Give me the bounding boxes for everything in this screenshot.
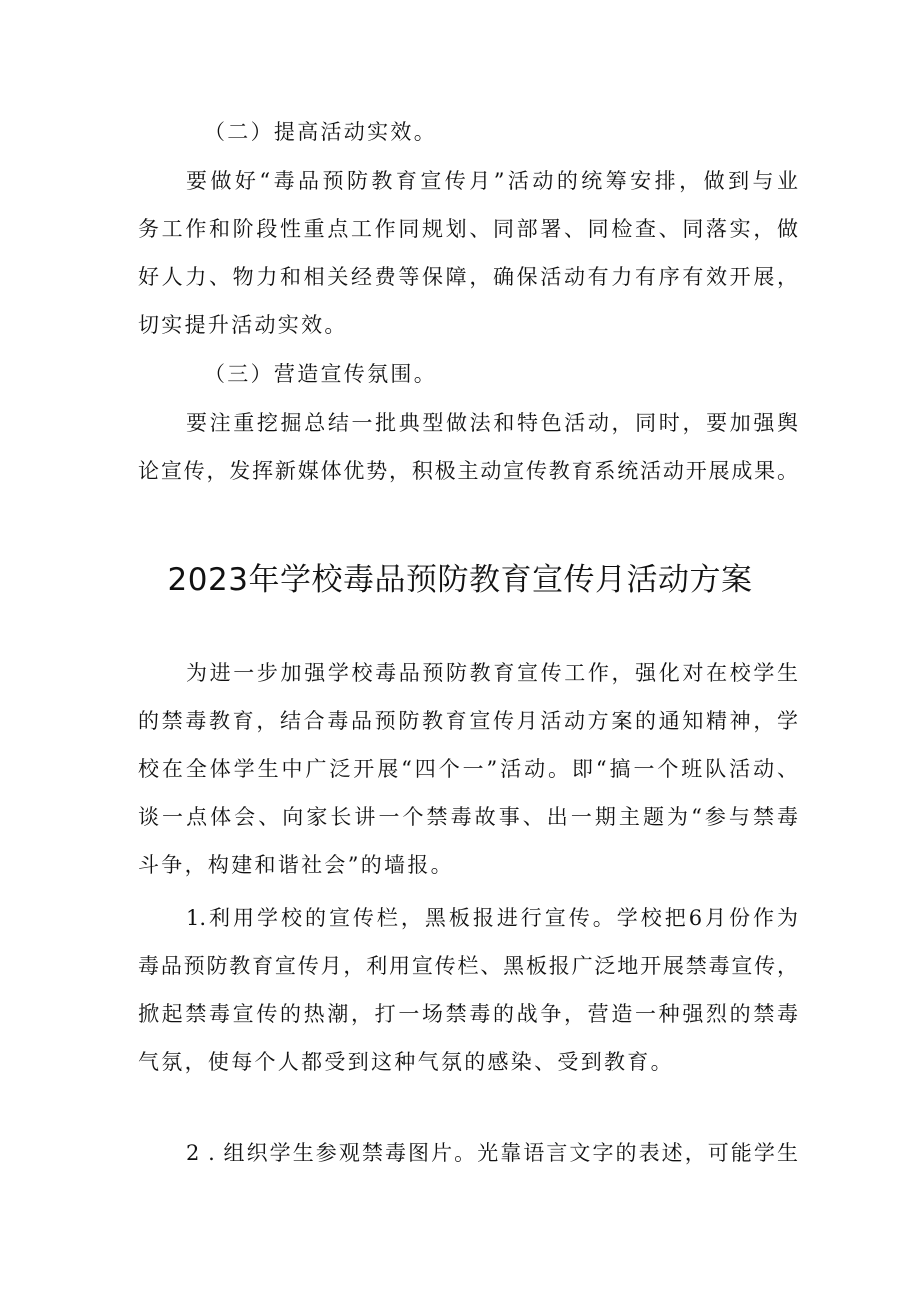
section-two-line-2: 务工作和阶段性重点工作同规划、同部署、同检查、同落实，做 [138,217,798,241]
item-two-line-1: 2 . 组织学生参观禁毒图片。光靠语言文字的表述，可能学生 [186,1141,798,1165]
item-one-line-3: 掀起禁毒宣传的热潮，打一场禁毒的战争，营造一种强烈的禁毒 [138,1002,798,1026]
section-three-line-2: 论宣传，发挥新媒体优势，积极主动宣传教育系统活动开展成果。 [138,459,798,483]
intro-line-4: 谈一点体会、向家长讲一个禁毒故事、出一期主题为“参与禁毒 [138,805,798,829]
intro-line-3: 校在全体学生中广泛开展“四个一”活动。即“搞一个班队活动、 [138,757,798,781]
section-three-line-1: 要注重挖掘总结一批典型做法和特色活动，同时，要加强舆 [186,411,798,435]
item-one-line-1: 1.利用学校的宣传栏，黑板报进行宣传。学校把6月份作为 [186,906,798,930]
intro-line-2: 的禁毒教育，结合毒品预防教育宣传月活动方案的通知精神，学 [138,709,798,733]
section-two-line-4: 切实提升活动实效。 [138,313,348,337]
item-one-line-4: 气氛，使每个人都受到这种气氛的感染、受到教育。 [138,1050,674,1074]
section-two-line-3: 好人力、物力和相关经费等保障，确保活动有力有序有效开展， [138,265,798,289]
section-two-line-1: 要做好“毒品预防教育宣传月”活动的统筹安排，做到与业 [186,169,798,193]
section-two-heading: （二）提高活动实效。 [204,120,437,144]
intro-line-1: 为进一步加强学校毒品预防教育宣传工作，强化对在校学生 [186,661,798,685]
section-three-heading: （三）营造宣传氛围。 [204,362,437,386]
item-one-line-2: 毒品预防教育宣传月，利用宣传栏、黑板报广泛地开展禁毒宣传， [138,954,798,978]
document-title: 2023年学校毒品预防教育宣传月活动方案 [167,562,753,598]
intro-line-5: 斗争，构建和谐社会”的墙报。 [138,853,454,877]
